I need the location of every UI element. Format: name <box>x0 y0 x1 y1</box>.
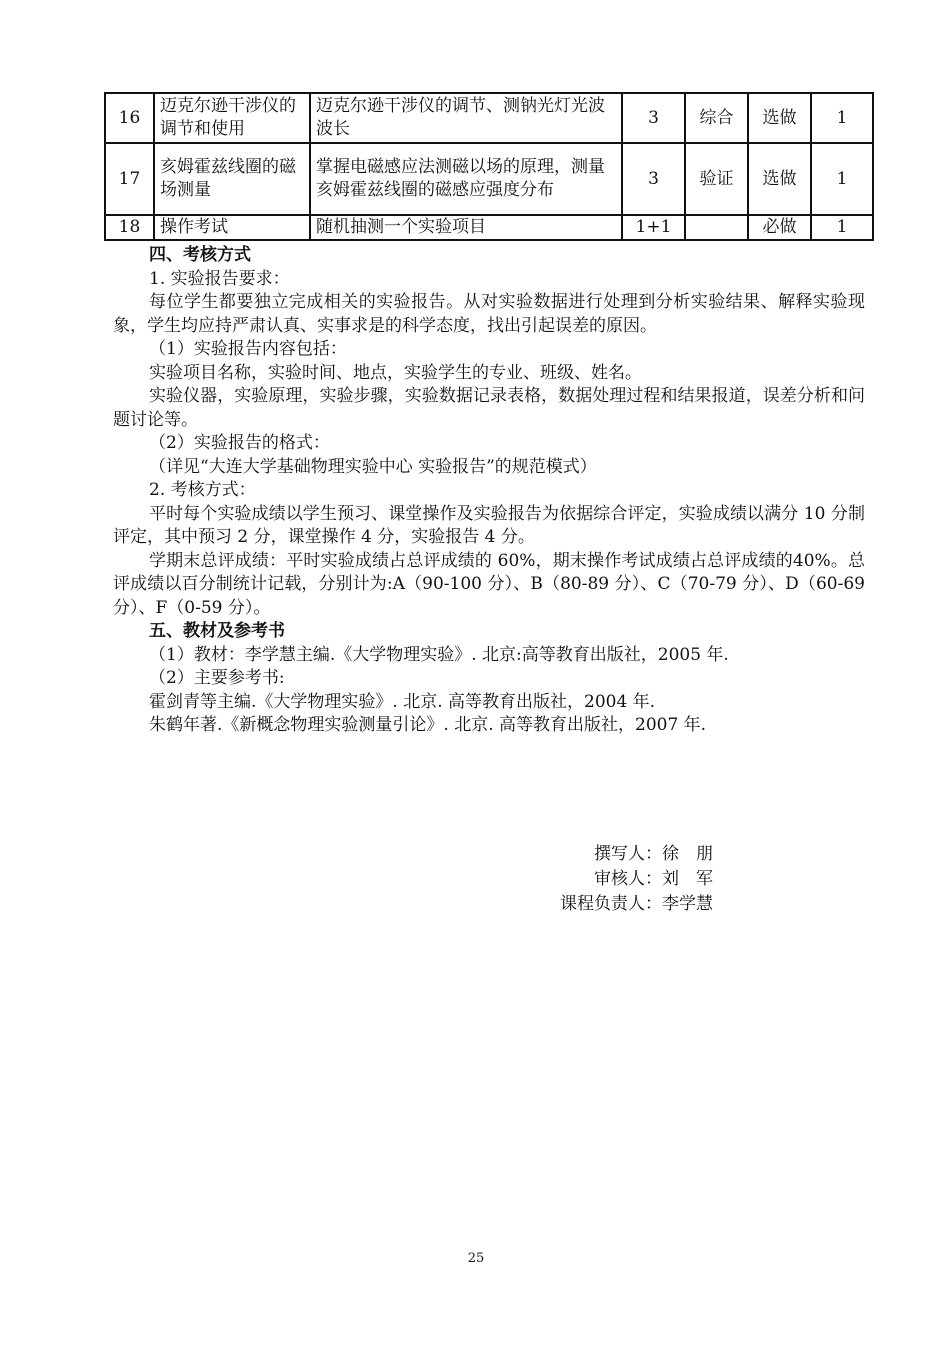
reference-item: 朱鹤年著.《新概念物理实验测量引论》. 北京. 高等教育出版社，2007 年. <box>149 715 707 735</box>
table-row <box>105 93 873 143</box>
cell-no: 17 <box>105 143 154 215</box>
writer-name: 徐 朋 <box>662 844 713 864</box>
cell-name: 亥姆霍兹线圈的磁场测量 <box>154 143 310 215</box>
owner-name: 李学慧 <box>662 894 713 914</box>
paragraph: 学期末总评成绩：平时实验成绩占总评成绩的 60%，期末操作考试成绩占总评成绩的40%。总评成绩以百分制统计记载，分别计为:A（90-100 分）、B（80-89 分）、C（70-79 分）、D（60-69 分）、F（0-59 分）。 <box>113 550 865 618</box>
reference-item: 霍剑青等主编.《大学物理实验》. 北京. 高等教育出版社，2004 年. <box>149 691 656 712</box>
cell-group-size: 1 <box>811 93 873 143</box>
signature-owner <box>520 892 720 917</box>
cell-no: 18 <box>105 215 154 240</box>
writer-label: 撰写人： <box>594 844 662 864</box>
cell-hours: 1+1 <box>622 215 685 240</box>
paragraph: 实验项目名称，实验时间、地点，实验学生的专业、班级、姓名。 <box>149 362 642 383</box>
reference-textbook: （1）教材：李学慧主编.《大学物理实验》. 北京:高等教育出版社，2005 年. <box>149 644 729 665</box>
item-report-requirements: 1. 实验报告要求： <box>149 268 290 289</box>
cell-group-size: 1 <box>811 215 873 240</box>
section-heading-textbooks: 五、教材及参考书 <box>149 621 285 641</box>
cell-requirement: 选做 <box>748 93 811 143</box>
paragraph: （详见“大连大学基础物理实验中心 实验报告”的规范模式） <box>149 456 597 477</box>
experiment-table <box>104 92 874 241</box>
paragraph: 平时每个实验成绩以学生预习、课堂操作及实验报告为依据综合评定，实验成绩以满分 10 分制评定，其中预习 2 分，课堂操作 4 分，实验报告 4 分。 <box>113 503 865 547</box>
section-heading-assessment: 四、考核方式 <box>149 245 251 265</box>
table-row <box>105 215 873 240</box>
signature-reviewer <box>520 867 720 892</box>
cell-type: 验证 <box>685 143 748 215</box>
sub-item-report-format: （2）实验报告的格式： <box>149 433 330 453</box>
sub-item-report-contents: （1）实验报告内容包括： <box>149 339 347 359</box>
cell-type: 综合 <box>685 93 748 143</box>
paragraph: 每位学生都要独立完成相关的实验报告。从对实验数据进行处理到分析实验结果、解释实验现象，学生均应持严肃认真、实事求是的科学态度，找出引起误差的原因。 <box>113 292 865 336</box>
signature-writer <box>520 842 720 867</box>
cell-name: 操作考试 <box>154 215 310 240</box>
cell-group-size: 1 <box>811 143 873 215</box>
item-assessment-method: 2. 考核方式： <box>149 480 256 500</box>
cell-no: 16 <box>105 93 154 143</box>
cell-content: 掌握电磁感应法测磁以场的原理，测量亥姆霍兹线圈的磁感应强度分布 <box>310 143 622 215</box>
cell-hours: 3 <box>622 143 685 215</box>
body-text <box>113 244 865 738</box>
cell-hours: 3 <box>622 93 685 143</box>
cell-requirement: 必做 <box>748 215 811 240</box>
reviewer-name: 刘 军 <box>662 869 713 889</box>
cell-requirement: 选做 <box>748 143 811 215</box>
cell-type <box>685 215 748 240</box>
reviewer-label: 审核人： <box>594 869 662 889</box>
table-row <box>105 143 873 215</box>
page-number: 25 <box>467 1251 485 1266</box>
signature-block <box>520 842 720 917</box>
reference-heading: （2）主要参考书: <box>149 668 285 688</box>
owner-label: 课程负责人： <box>560 894 662 914</box>
cell-content: 迈克尔逊干涉仪的调节、测钠光灯光波波长 <box>310 93 622 143</box>
cell-content: 随机抽测一个实验项目 <box>310 215 622 240</box>
paragraph: 实验仪器，实验原理，实验步骤，实验数据记录表格，数据处理过程和结果报道，误差分析和问题讨论等。 <box>113 386 865 430</box>
cell-name: 迈克尔逊干涉仪的调节和使用 <box>154 93 310 143</box>
